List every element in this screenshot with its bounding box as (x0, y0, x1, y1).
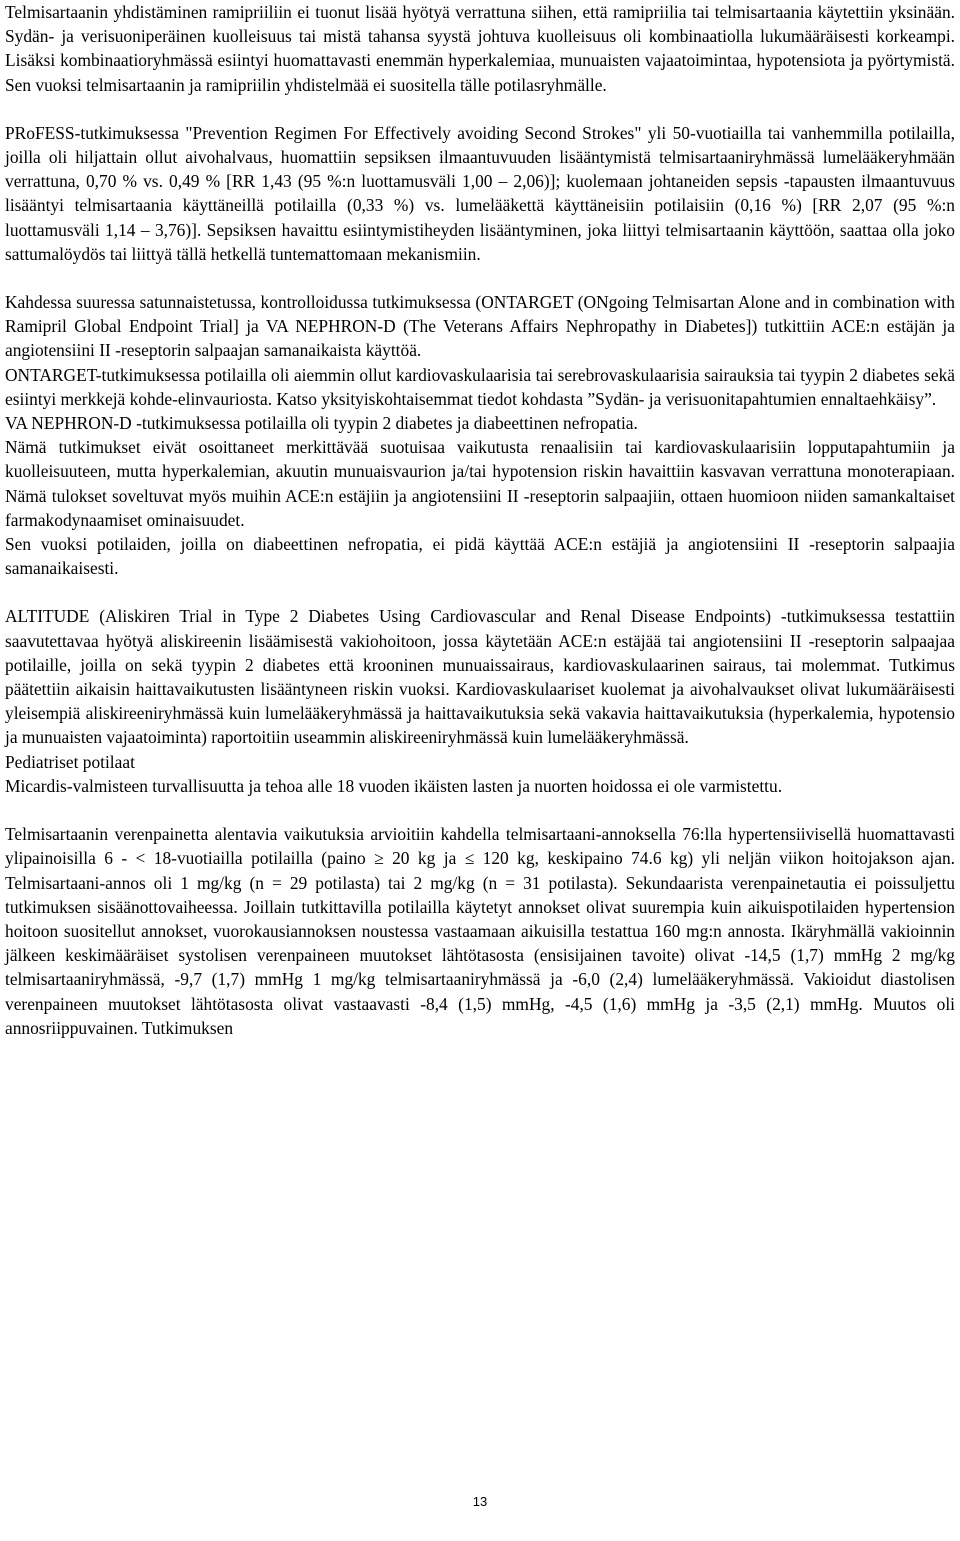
paragraph-profess-study: PRoFESS-tutkimuksessa "Prevention Regimen For Effectively avoiding Second Strokes" yli 50-vuotiailla tai vanhemmilla potilailla, joilla oli hiljattain ollut aivohalvaus, huomattiin sepsiksen ilmaantuvuuden lisääntymistä telmisartaaniryhmässä lumelääkeryhmään verrattuna, 0,70 % vs. 0,49 % [RR 1,43 (95 %:n luottamusväli 1,00 – 2,06)]; kuolemaan johtaneiden sepsis -tapausten ilmaantuvuus lisääntyi telmisartaania käyttäneillä potilailla (0,33 %) vs. lumelääkettä käyttäneisiin potilaisiin (0,16 %) [RR 2,07 (95 %:n luottamusväli 1,14 – 3,76)]. Sepsiksen havaittu esiintymistiheyden lisääntyminen, joka liittyi telmisartaanin käyttöön, saattaa olla joko sattumalöydös tai liittyä tällä hetkellä tuntemattomaan mekanismiin. (5, 122, 955, 264)
paragraph-combination-results: Telmisartaanin yhdistäminen ramipriiliin ei tuonut lisää hyötyä verrattuna siihen, että ramipriilia tai telmisartaania käytettiin yksinään. Sydän- ja verisuoniperäinen kuolleisuus tai mistä tahansa syystä johtuva kuolleisuus oli kombinaatiolla lukumääräisesti korkeampi. Lisäksi kombinaatioryhmässä esiintyi huomattavasti enemmän hyperkalemiaa, munuaisten vajaatoimintaa, hypotensiota ja pyörtymistä. Sen vuoksi telmisartaanin ja ramipriilin yhdistelmää ei suositella tälle potilasryhmälle. (5, 2, 955, 95)
paragraph-nephron-patients: VA NEPHRON-D -tutkimuksessa potilailla oli tyypin 2 diabetes ja diabeettinen nefropatia. (5, 413, 638, 434)
paragraph-ontarget-patients: ONTARGET-tutkimuksessa potilailla oli aiemmin ollut kardiovaskulaarisia tai serebrovaskulaarisia sairauksia tai tyypin 2 diabetes sekä esiintyi merkkejä kohde-elinvauriosta. Katso yksityiskohtaisemmat tiedot kohdasta ”Sydän- ja verisuonitapahtumien ennaltaehkäisy”. (5, 364, 955, 409)
document-page (5, 0, 955, 1040)
section-heading-pediatric: Pediatriset potilaat (5, 751, 135, 772)
page-number: 13 (472, 1494, 488, 1509)
paragraph-ontarget-nephron-intro: Kahdessa suuressa satunnaistetussa, kontrolloidussa tutkimuksessa (ONTARGET (ONgoing Telmisartan Alone and in combination with Ramipril Global Endpoint Trial] ja VA NEPHRON-D (The Veterans Affairs Nephropathy in Diabetes]) tutkittiin ACE:n estäjän ja angiotensiini II -reseptorin salpaajan samanaikaista käyttöä. (5, 292, 955, 361)
paragraph-altitude-study: ALTITUDE (Aliskiren Trial in Type 2 Diabetes Using Cardiovascular and Renal Disease Endpoints) -tutkimuksessa testattiin saavutettavaa hyötyä aliskireenin lisäämisestä vakiohoitoon, jossa käytetään ACE:n estäjää tai angiotensiini II -reseptorin salpaajaa potilaille, joilla on sekä tyypin 2 diabetes että krooninen munuaissairaus, kardiovaskulaarinen sairaus, tai molemmat. Tutkimus päätettiin aikaisin haittavaikutusten lisääntyneen riskin vuoksi. Kardiovaskulaariset kuolemat ja aivohalvaukset olivat lukumääräisesti yleisempiä aliskireeniryhmässä kuin lumelääkeryhmässä ja haittavaikutuksia sekä vakavia haittavaikutuksia (hyperkalemia, hypotensio ja munuaisten vajaatoiminta) raportoitiin useammin aliskireeniryhmässä kuin lumelääkeryhmässä. (5, 606, 955, 748)
paragraph-pediatric-safety: Micardis-valmisteen turvallisuutta ja tehoa alle 18 vuoden ikäisten lasten ja nuorten hoidossa ei ole varmistettu. (5, 775, 783, 796)
paragraph-pediatric-study: Telmisartaanin verenpainetta alentavia vaikutuksia arvioitiin kahdella telmisartaani-annoksella 76:lla hypertensiivisellä huomattavasti ylipainoisilla 6 - < 18-vuotiailla potilailla (paino ≥ 20 kg ja ≤ 120 kg, keskipaino 74.6 kg) yli neljän viikon hoitojakson ajan. Telmisartaani-annos oli 1 mg/kg (n = 29 potilasta) tai 2 mg/kg (n = 31 potilasta). Sekundaarista verenpainetautia ei poissuljettu tutkimuksen sisäänottovaiheessa. Joillain tutkittavilla potilailla käytetyt annokset olivat suurempia kuin aikuispotilaiden hypertension hoitoon suositellut annokset, vuorokausiannoksen noustessa vastaamaan aikuisilla testattua 160 mg:n annosta. Ikäryhmällä vakioinnin jälkeen keskimääräiset systolisen verenpaineen muutokset lähtötasosta (ensisijainen tavoite) olivat -14,5 (1,7) mmHg 2 mg/kg telmisartaaniryhmässä, -9,7 (1,7) mmHg 1 mg/kg telmisartaaniryhmässä ja -6,0 (2,4) lumelääkeryhmässä. Vakioidut diastolisen verenpaineen muutokset lähtötasosta olivat vastaavasti -8,4 (1,5) mmHg, -4,5 (1,6) mmHg ja -3,5 (2,1) mmHg. Muutos oli annosriippuvainen. Tutkimuksen (5, 824, 955, 1038)
paragraph-study-findings: Nämä tutkimukset eivät osoittaneet merkittävää suotuisaa vaikutusta renaalisiin tai kardiovaskulaarisiin lopputapahtumiin ja kuolleisuuteen, mutta hyperkalemian, akuutin munuaisvaurion ja/tai hypotension riskin havaittiin kasvavan verrattuna monoterapiaan. Nämä tulokset soveltuvat myös muihin ACE:n estäjiin ja angiotensiini II -reseptorin salpaajiin, ottaen huomioon niiden samankaltaiset farmakodynaamiset ominaisuudet. (5, 437, 955, 530)
paragraph-recommendation: Sen vuoksi potilaiden, joilla on diabeettinen nefropatia, ei pidä käyttää ACE:n estäjiä ja angiotensiini II -reseptorin salpaajia samanaikaisesti. (5, 534, 955, 579)
